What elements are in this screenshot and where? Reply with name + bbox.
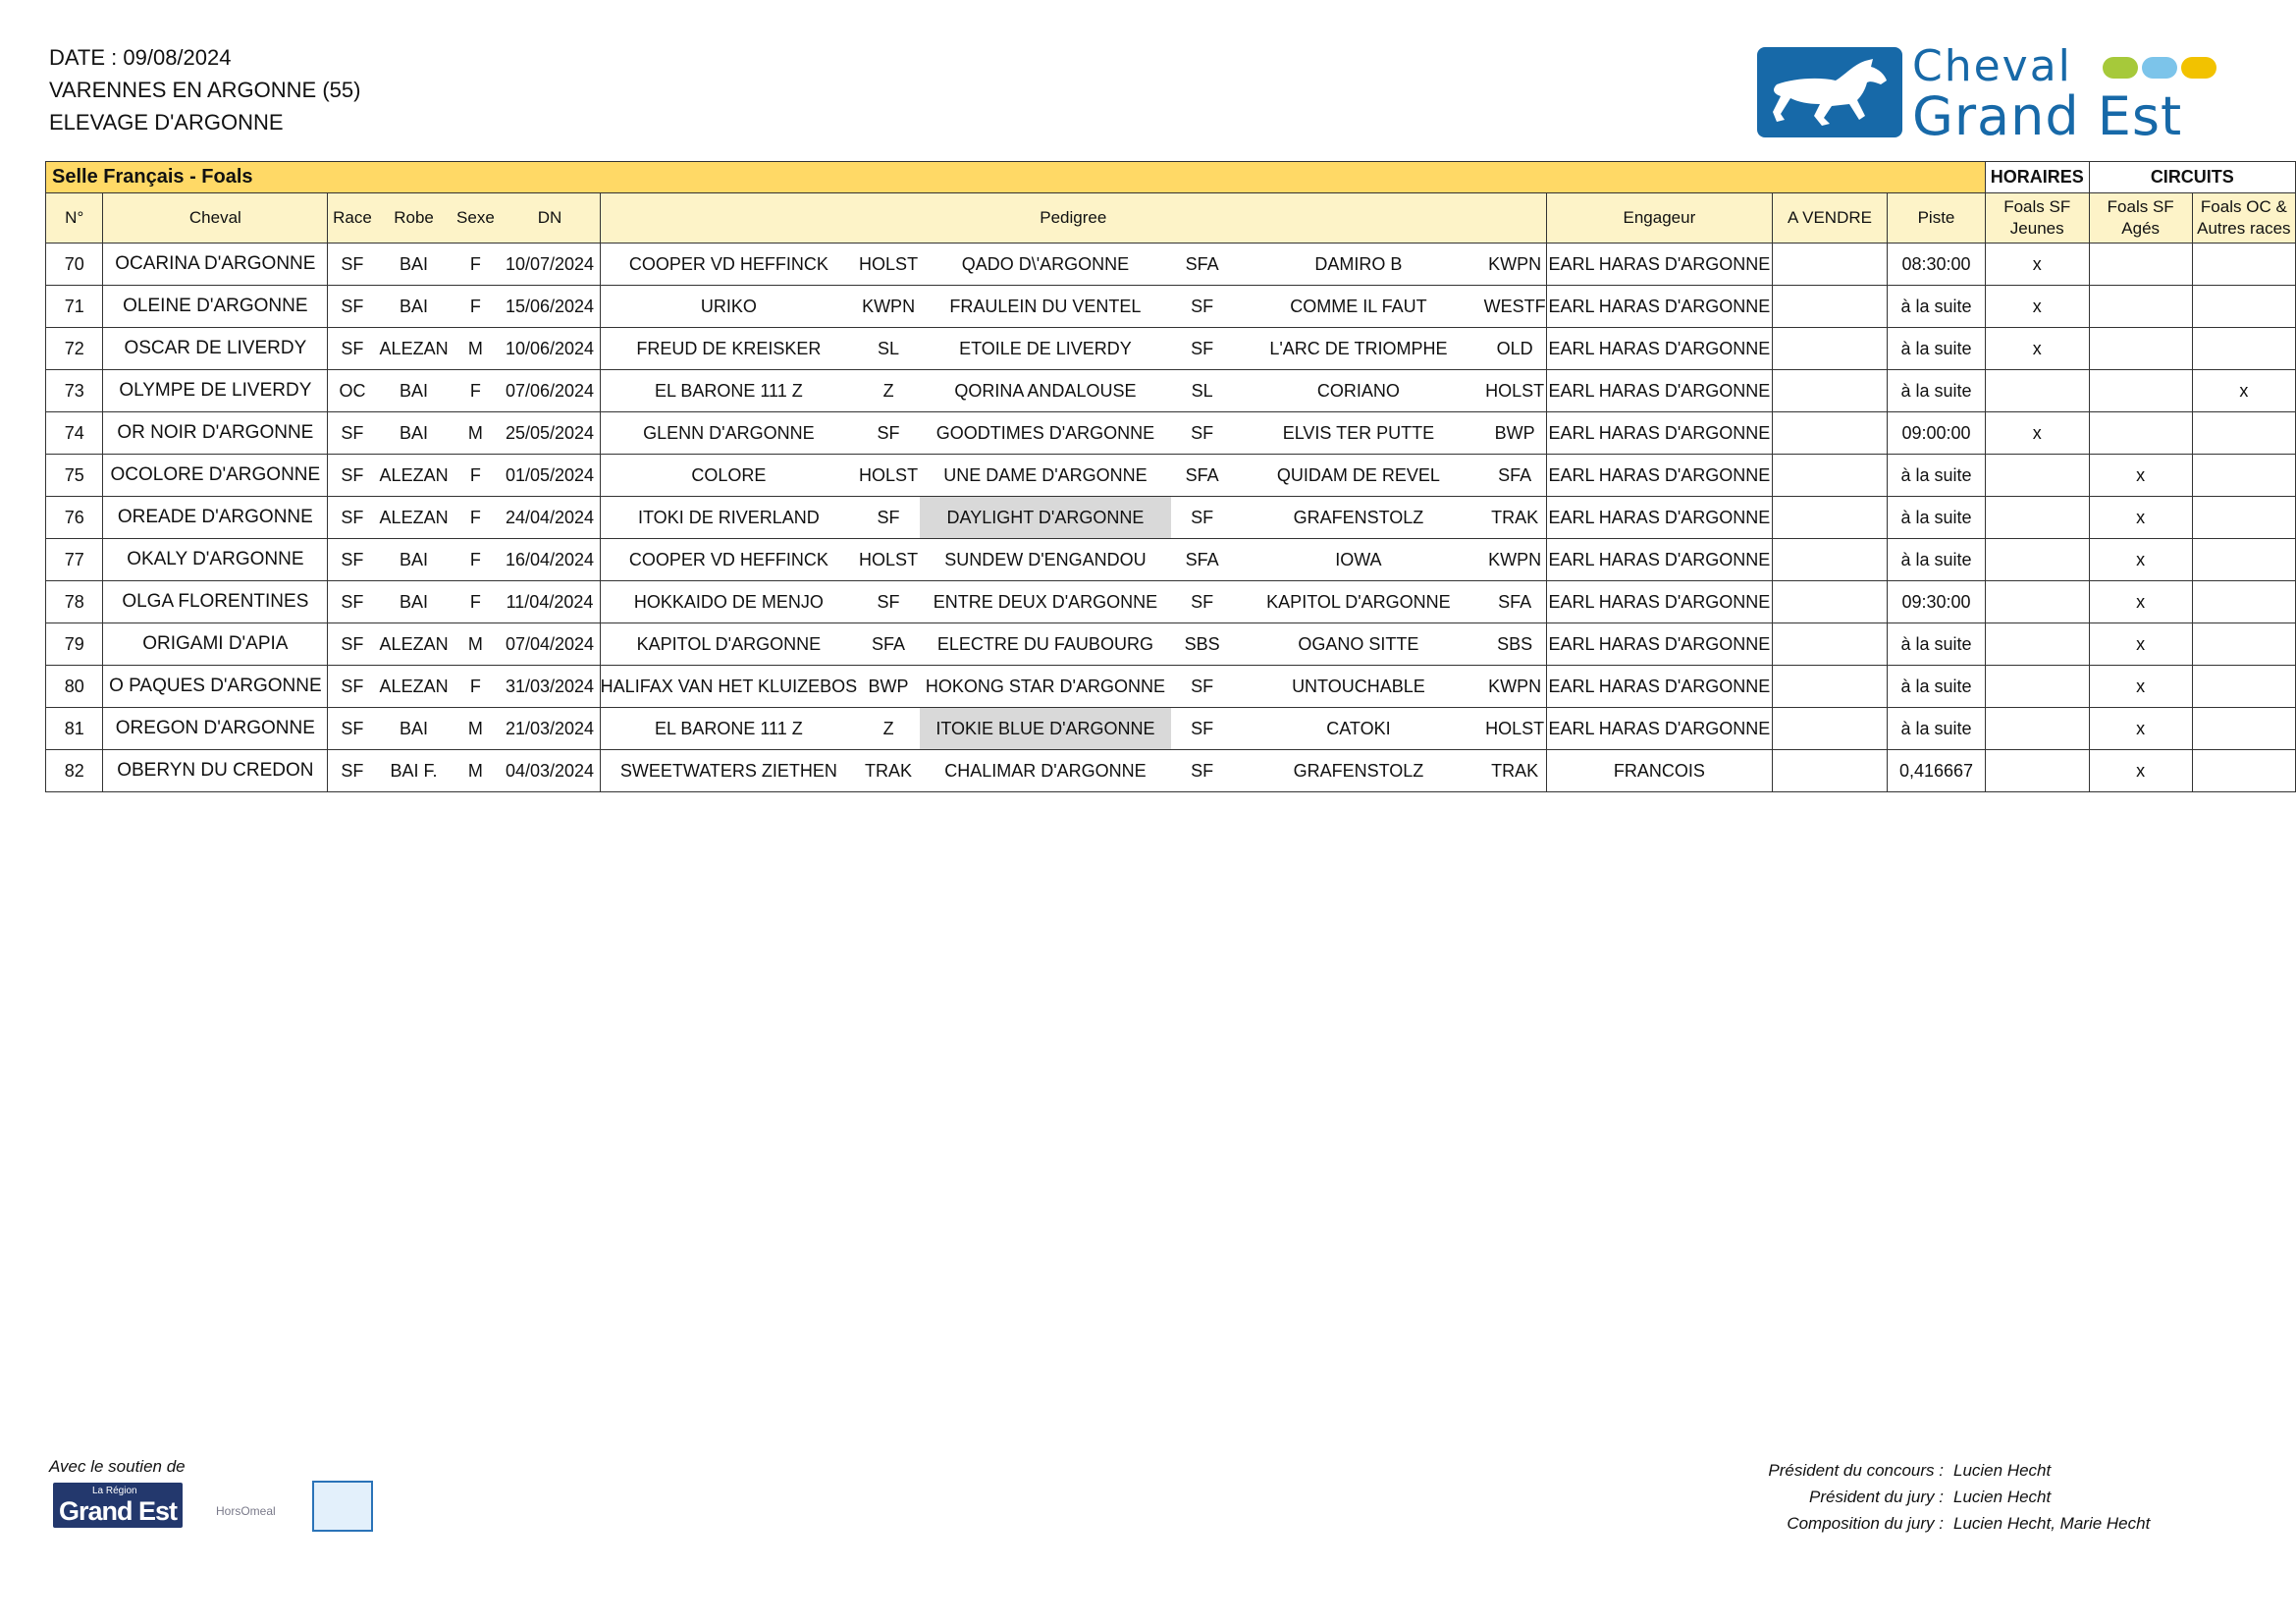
robe: ALEZAN — [377, 623, 452, 666]
robe: BAI F. — [377, 750, 452, 792]
circuit-3 — [2192, 750, 2295, 792]
circuit-3 — [2192, 286, 2295, 328]
row-num: 70 — [46, 244, 103, 286]
sexe: F — [452, 286, 501, 328]
race: SF — [328, 328, 377, 370]
cheval-grand-est-logo — [1757, 41, 2228, 147]
robe: BAI — [377, 412, 452, 455]
engageur: EARL HARAS D'ARGONNE — [1546, 581, 1772, 623]
table-row — [46, 244, 2296, 286]
piste-time: à la suite — [1888, 328, 1986, 370]
circuit-2 — [2089, 328, 2192, 370]
sire-studbook: BWP — [857, 666, 920, 708]
col-dn: DN — [500, 193, 600, 244]
horse-name: O PAQUES D'ARGONNE — [103, 666, 328, 708]
table-row — [46, 497, 2296, 539]
circuit-1 — [1985, 497, 2089, 539]
for-sale — [1772, 708, 1887, 750]
sire-studbook: HOLST — [857, 244, 920, 286]
row-num: 78 — [46, 581, 103, 623]
circuit-1: x — [1985, 286, 2089, 328]
robe: BAI — [377, 539, 452, 581]
circuit-1 — [1985, 455, 2089, 497]
sire: URIKO — [600, 286, 857, 328]
birth-date: 16/04/2024 — [500, 539, 600, 581]
circuit-2 — [2089, 412, 2192, 455]
table-row — [46, 750, 2296, 792]
dam-sire-studbook: WESTF — [1483, 286, 1546, 328]
race: SF — [328, 666, 377, 708]
birth-date: 10/06/2024 — [500, 328, 600, 370]
dam: CHALIMAR D'ARGONNE — [920, 750, 1171, 792]
horse-name: OSCAR DE LIVERDY — [103, 328, 328, 370]
sexe: F — [452, 370, 501, 412]
race: SF — [328, 497, 377, 539]
dam: QORINA ANDALOUSE — [920, 370, 1171, 412]
sire: HOKKAIDO DE MENJO — [600, 581, 857, 623]
birth-date: 07/04/2024 — [500, 623, 600, 666]
robe: BAI — [377, 244, 452, 286]
jury-label: Président du concours : — [1768, 1461, 1944, 1480]
robe: BAI — [377, 708, 452, 750]
sexe: M — [452, 623, 501, 666]
row-num: 75 — [46, 455, 103, 497]
circuit-3 — [2192, 497, 2295, 539]
dam-sire-studbook: TRAK — [1483, 750, 1546, 792]
birth-date: 25/05/2024 — [500, 412, 600, 455]
sexe: F — [452, 455, 501, 497]
dam-sire: UNTOUCHABLE — [1233, 666, 1483, 708]
section-title: Selle Français - Foals — [46, 162, 1986, 193]
jury-value: Lucien Hecht — [1953, 1461, 2052, 1480]
dam-sire: OGANO SITTE — [1233, 623, 1483, 666]
dam-studbook: SFA — [1171, 539, 1234, 581]
engageur: EARL HARAS D'ARGONNE — [1546, 412, 1772, 455]
horse-icon — [1757, 47, 1902, 137]
dam-sire-studbook: TRAK — [1483, 497, 1546, 539]
circuit-2: x — [2089, 708, 2192, 750]
yellow-dot-icon — [2181, 57, 2216, 79]
engageur: EARL HARAS D'ARGONNE — [1546, 286, 1772, 328]
piste-time: à la suite — [1888, 455, 1986, 497]
table-row — [46, 539, 2296, 581]
horse-name: OCARINA D'ARGONNE — [103, 244, 328, 286]
engageur: EARL HARAS D'ARGONNE — [1546, 497, 1772, 539]
piste-time: à la suite — [1888, 370, 1986, 412]
dam-sire: IOWA — [1233, 539, 1483, 581]
circuit-1 — [1985, 370, 2089, 412]
sire-studbook: SF — [857, 497, 920, 539]
horsomeal-name: HorsOmeal — [216, 1504, 276, 1518]
table-row — [46, 581, 2296, 623]
horse-name: OKALY D'ARGONNE — [103, 539, 328, 581]
race: SF — [328, 750, 377, 792]
race: SF — [328, 581, 377, 623]
jury-value: Lucien Hecht — [1953, 1488, 2052, 1506]
circuit-3 — [2192, 623, 2295, 666]
column-header-row — [46, 193, 2296, 244]
sire: COOPER VD HEFFINCK — [600, 539, 857, 581]
logo-line-2: Grand Est — [1912, 85, 2183, 147]
row-num: 77 — [46, 539, 103, 581]
event-date: DATE : 09/08/2024 — [49, 45, 232, 70]
col-horse: Cheval — [103, 193, 328, 244]
circuit-3 — [2192, 412, 2295, 455]
green-dot-icon — [2103, 57, 2138, 79]
birth-date: 10/07/2024 — [500, 244, 600, 286]
robe: ALEZAN — [377, 455, 452, 497]
sire-studbook: SFA — [857, 623, 920, 666]
horse-name: OREGON D'ARGONNE — [103, 708, 328, 750]
race: SF — [328, 455, 377, 497]
for-sale — [1772, 455, 1887, 497]
dam-studbook: SF — [1171, 286, 1234, 328]
col-pedigree: Pedigree — [600, 193, 1546, 244]
dam-studbook: SL — [1171, 370, 1234, 412]
circuit-2: x — [2089, 581, 2192, 623]
circuit-1: x — [1985, 328, 2089, 370]
sire-studbook: SL — [857, 328, 920, 370]
dam-sire: DAMIRO B — [1233, 244, 1483, 286]
robe: ALEZAN — [377, 497, 452, 539]
event-place: VARENNES EN ARGONNE (55) — [49, 78, 361, 102]
sire-studbook: KWPN — [857, 286, 920, 328]
dam-studbook: SFA — [1171, 244, 1234, 286]
birth-date: 15/06/2024 — [500, 286, 600, 328]
circuit-3 — [2192, 244, 2295, 286]
piste-time: 09:00:00 — [1888, 412, 1986, 455]
dam-sire: CORIANO — [1233, 370, 1483, 412]
dam-sire-studbook: SFA — [1483, 455, 1546, 497]
robe: BAI — [377, 286, 452, 328]
circuit-1 — [1985, 581, 2089, 623]
dam-sire-studbook: HOLST — [1483, 370, 1546, 412]
for-sale — [1772, 412, 1887, 455]
dam-sire: KAPITOL D'ARGONNE — [1233, 581, 1483, 623]
circuits-header: CIRCUITS — [2089, 162, 2295, 193]
circuit-1: x — [1985, 244, 2089, 286]
section-header-row — [46, 162, 2296, 193]
circuit-2: x — [2089, 750, 2192, 792]
table-row — [46, 455, 2296, 497]
col-race: Race — [328, 193, 377, 244]
logo-wordmark — [1912, 41, 2183, 147]
for-sale — [1772, 244, 1887, 286]
dam-sire: QUIDAM DE REVEL — [1233, 455, 1483, 497]
dam: ENTRE DEUX D'ARGONNE — [920, 581, 1171, 623]
dam: DAYLIGHT D'ARGONNE — [920, 497, 1171, 539]
race: SF — [328, 623, 377, 666]
birth-date: 24/04/2024 — [500, 497, 600, 539]
birth-date: 07/06/2024 — [500, 370, 600, 412]
horse-name: OR NOIR D'ARGONNE — [103, 412, 328, 455]
circuit-2: x — [2089, 497, 2192, 539]
row-num: 76 — [46, 497, 103, 539]
dam-sire-studbook: SBS — [1483, 623, 1546, 666]
breeder-name: ELEVAGE D'ARGONNE — [49, 110, 284, 135]
table-body — [46, 244, 2296, 792]
table-row — [46, 666, 2296, 708]
dam: UNE DAME D'ARGONNE — [920, 455, 1171, 497]
region-grand-est-logo — [53, 1483, 183, 1528]
dam: SUNDEW D'ENGANDOU — [920, 539, 1171, 581]
row-num: 79 — [46, 623, 103, 666]
logo-line-1: Cheval — [1912, 41, 2072, 91]
piste-time: 09:30:00 — [1888, 581, 1986, 623]
for-sale — [1772, 328, 1887, 370]
engageur: FRANCOIS — [1546, 750, 1772, 792]
entries-table — [45, 161, 2296, 792]
table-row — [46, 412, 2296, 455]
circuit-2: x — [2089, 539, 2192, 581]
circuit-2 — [2089, 286, 2192, 328]
horse-name: OBERYN DU CREDON — [103, 750, 328, 792]
circuit-1 — [1985, 666, 2089, 708]
dam-sire: GRAFENSTOLZ — [1233, 750, 1483, 792]
dam: QADO D\'ARGONNE — [920, 244, 1171, 286]
dam: ETOILE DE LIVERDY — [920, 328, 1171, 370]
dam-sire: ELVIS TER PUTTE — [1233, 412, 1483, 455]
piste-time: à la suite — [1888, 497, 1986, 539]
row-num: 72 — [46, 328, 103, 370]
sire: EL BARONE 111 Z — [600, 708, 857, 750]
sire-studbook: TRAK — [857, 750, 920, 792]
circuit-3 — [2192, 539, 2295, 581]
region-label: La Région — [92, 1486, 137, 1496]
engageur: EARL HARAS D'ARGONNE — [1546, 666, 1772, 708]
dam-sire-studbook: KWPN — [1483, 244, 1546, 286]
piste-time: à la suite — [1888, 286, 1986, 328]
for-sale — [1772, 539, 1887, 581]
piste-time: à la suite — [1888, 623, 1986, 666]
circuit-2 — [2089, 244, 2192, 286]
sexe: F — [452, 244, 501, 286]
table-row — [46, 328, 2296, 370]
sexe: M — [452, 708, 501, 750]
table-row — [46, 286, 2296, 328]
col-circuit-3: Foals OC & Autres races — [2192, 193, 2295, 244]
dam-sire: GRAFENSTOLZ — [1233, 497, 1483, 539]
birth-date: 31/03/2024 — [500, 666, 600, 708]
region-name: Grand Est — [59, 1496, 178, 1526]
birth-date: 04/03/2024 — [500, 750, 600, 792]
sire: EL BARONE 111 Z — [600, 370, 857, 412]
robe: BAI — [377, 370, 452, 412]
horse-name: ORIGAMI D'APIA — [103, 623, 328, 666]
circuit-1: x — [1985, 412, 2089, 455]
race: OC — [328, 370, 377, 412]
col-circuit-1: Foals SF Jeunes — [1985, 193, 2089, 244]
col-robe: Robe — [377, 193, 452, 244]
col-circuit-2: Foals SF Agés — [2089, 193, 2192, 244]
sire-studbook: SF — [857, 412, 920, 455]
engageur: EARL HARAS D'ARGONNE — [1546, 328, 1772, 370]
dam: GOODTIMES D'ARGONNE — [920, 412, 1171, 455]
sexe: M — [452, 412, 501, 455]
table-row — [46, 623, 2296, 666]
race: SF — [328, 412, 377, 455]
sire: COOPER VD HEFFINCK — [600, 244, 857, 286]
sire-studbook: HOLST — [857, 539, 920, 581]
sire-studbook: Z — [857, 708, 920, 750]
jury-value: Lucien Hecht, Marie Hecht — [1953, 1514, 2151, 1533]
dam-sire: COMME IL FAUT — [1233, 286, 1483, 328]
horse-name: OREADE D'ARGONNE — [103, 497, 328, 539]
piste-time: à la suite — [1888, 708, 1986, 750]
partner-logo — [312, 1481, 373, 1532]
dam-studbook: SF — [1171, 666, 1234, 708]
dam-sire-studbook: SFA — [1483, 581, 1546, 623]
dam-sire-studbook: KWPN — [1483, 539, 1546, 581]
dam-sire-studbook: OLD — [1483, 328, 1546, 370]
piste-time: à la suite — [1888, 666, 1986, 708]
for-sale — [1772, 750, 1887, 792]
race: SF — [328, 539, 377, 581]
race: SF — [328, 708, 377, 750]
horsomeal-logo — [206, 1487, 296, 1526]
race: SF — [328, 286, 377, 328]
engageur: EARL HARAS D'ARGONNE — [1546, 539, 1772, 581]
circuit-3 — [2192, 455, 2295, 497]
for-sale — [1772, 623, 1887, 666]
for-sale — [1772, 581, 1887, 623]
dam-sire: CATOKI — [1233, 708, 1483, 750]
dam: ELECTRE DU FAUBOURG — [920, 623, 1171, 666]
circuit-3 — [2192, 708, 2295, 750]
jury-label: Président du jury : — [1808, 1488, 1944, 1506]
for-sale — [1772, 666, 1887, 708]
circuit-3 — [2192, 666, 2295, 708]
for-sale — [1772, 497, 1887, 539]
col-sale: A VENDRE — [1772, 193, 1887, 244]
sexe: F — [452, 539, 501, 581]
sexe: F — [452, 666, 501, 708]
robe: BAI — [377, 581, 452, 623]
horse-name: OLGA FLORENTINES — [103, 581, 328, 623]
row-num: 80 — [46, 666, 103, 708]
engageur: EARL HARAS D'ARGONNE — [1546, 455, 1772, 497]
row-num: 73 — [46, 370, 103, 412]
sire: ITOKI DE RIVERLAND — [600, 497, 857, 539]
col-engageur: Engageur — [1546, 193, 1772, 244]
horse-name: OLEINE D'ARGONNE — [103, 286, 328, 328]
dam: ITOKIE BLUE D'ARGONNE — [920, 708, 1171, 750]
circuit-2: x — [2089, 623, 2192, 666]
circuit-1 — [1985, 623, 2089, 666]
circuit-3 — [2192, 328, 2295, 370]
dam-studbook: SF — [1171, 497, 1234, 539]
jury-label: Composition du jury : — [1787, 1514, 1944, 1533]
blue-dot-icon — [2142, 57, 2177, 79]
sire: GLENN D'ARGONNE — [600, 412, 857, 455]
table-row — [46, 708, 2296, 750]
sexe: M — [452, 328, 501, 370]
engageur: EARL HARAS D'ARGONNE — [1546, 623, 1772, 666]
engageur: EARL HARAS D'ARGONNE — [1546, 708, 1772, 750]
dam: FRAULEIN DU VENTEL — [920, 286, 1171, 328]
dam-sire-studbook: KWPN — [1483, 666, 1546, 708]
dam-studbook: SF — [1171, 750, 1234, 792]
sire-studbook: Z — [857, 370, 920, 412]
engageur: EARL HARAS D'ARGONNE — [1546, 370, 1772, 412]
circuit-2: x — [2089, 666, 2192, 708]
sire-studbook: SF — [857, 581, 920, 623]
circuit-2 — [2089, 370, 2192, 412]
col-sexe: Sexe — [452, 193, 501, 244]
sire: HALIFAX VAN HET KLUIZEBOS — [600, 666, 857, 708]
robe: ALEZAN — [377, 666, 452, 708]
for-sale — [1772, 370, 1887, 412]
circuit-2: x — [2089, 455, 2192, 497]
birth-date: 01/05/2024 — [500, 455, 600, 497]
circuit-3: x — [2192, 370, 2295, 412]
dam-sire-studbook: BWP — [1483, 412, 1546, 455]
dam-studbook: SFA — [1171, 455, 1234, 497]
circuit-3 — [2192, 581, 2295, 623]
piste-time: à la suite — [1888, 539, 1986, 581]
circuit-1 — [1985, 539, 2089, 581]
horaires-header: HORAIRES — [1985, 162, 2089, 193]
row-num: 81 — [46, 708, 103, 750]
circuit-1 — [1985, 708, 2089, 750]
dam-studbook: SBS — [1171, 623, 1234, 666]
dam-studbook: SF — [1171, 708, 1234, 750]
sire: KAPITOL D'ARGONNE — [600, 623, 857, 666]
sexe: F — [452, 497, 501, 539]
document-header — [49, 41, 360, 138]
sire: COLORE — [600, 455, 857, 497]
dam-studbook: SF — [1171, 581, 1234, 623]
sexe: M — [452, 750, 501, 792]
engageur: EARL HARAS D'ARGONNE — [1546, 244, 1772, 286]
horse-name: OCOLORE D'ARGONNE — [103, 455, 328, 497]
row-num: 82 — [46, 750, 103, 792]
sire: SWEETWATERS ZIETHEN — [600, 750, 857, 792]
dam-studbook: SF — [1171, 412, 1234, 455]
for-sale — [1772, 286, 1887, 328]
birth-date: 11/04/2024 — [500, 581, 600, 623]
race: SF — [328, 244, 377, 286]
piste-time: 0,416667 — [1888, 750, 1986, 792]
horse-name: OLYMPE DE LIVERDY — [103, 370, 328, 412]
dam-studbook: SF — [1171, 328, 1234, 370]
col-num: N° — [46, 193, 103, 244]
sexe: F — [452, 581, 501, 623]
dam: HOKONG STAR D'ARGONNE — [920, 666, 1171, 708]
row-num: 74 — [46, 412, 103, 455]
robe: ALEZAN — [377, 328, 452, 370]
piste-time: 08:30:00 — [1888, 244, 1986, 286]
sire-studbook: HOLST — [857, 455, 920, 497]
table-row — [46, 370, 2296, 412]
support-label: Avec le soutien de — [49, 1457, 186, 1476]
circuit-1 — [1985, 750, 2089, 792]
col-piste: Piste — [1888, 193, 1986, 244]
sire: FREUD DE KREISKER — [600, 328, 857, 370]
row-num: 71 — [46, 286, 103, 328]
birth-date: 21/03/2024 — [500, 708, 600, 750]
dam-sire-studbook: HOLST — [1483, 708, 1546, 750]
dam-sire: L'ARC DE TRIOMPHE — [1233, 328, 1483, 370]
